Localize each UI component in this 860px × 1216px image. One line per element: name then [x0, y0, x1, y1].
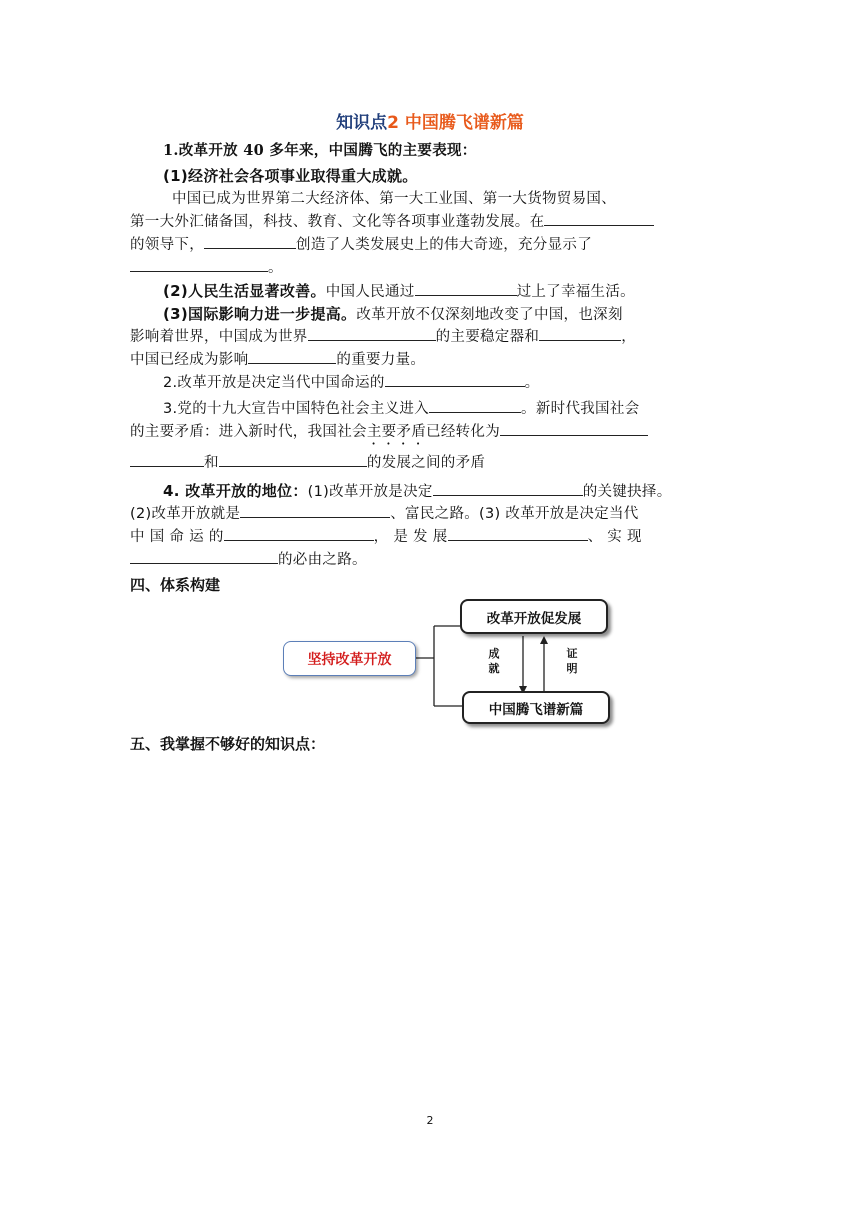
- s4-line1: 4. 改革开放的地位：(1)改革开放是决定 的关键抉择。: [163, 482, 672, 500]
- s4-line4: 的必由之路。: [130, 549, 367, 571]
- section5-heading: 五、我掌握不够好的知识点：: [130, 735, 326, 753]
- s1-p1-line2: 第一大外汇储备国，科技、教育、文化等各项事业蓬勃发展。在: [130, 211, 654, 233]
- s1-p1-bold: (1)经济社会各项事业取得重大成就。: [163, 167, 418, 185]
- s1-p3: (3)国际影响力进一步提高。改革开放不仅深刻地改变了中国，也深刻: [163, 305, 623, 323]
- s4-line3: 中 国 命 运 的 ， 是 发 展 、 实 现: [130, 526, 642, 548]
- section4-heading: 四、体系构建: [130, 576, 221, 594]
- s1-p3-line3: 中国已经成为影响 的重要力量。: [130, 349, 425, 371]
- s2: 2.改革开放是决定当代中国命运的 。: [163, 372, 539, 394]
- s3-line2: 的主要矛盾：进入新时代，我国社会主要矛盾已经转化为: [130, 421, 648, 448]
- s1-p1-line1: 中国已成为世界第二大经济体、第一大工业国、第一大货物贸易国、: [172, 191, 616, 207]
- page-number: 2: [426, 1114, 434, 1127]
- s1-p1-line4: 。: [130, 257, 283, 279]
- diagram-up-label: 证明: [566, 647, 578, 675]
- s4-line2: (2)改革开放就是 、富民之路。(3) 改革开放是决定当代: [130, 503, 639, 525]
- diagram-left-box: 坚持改革开放: [283, 641, 416, 676]
- diagram-bottom-box: 中国腾飞谱新篇: [462, 691, 610, 724]
- s1-heading: 1.改革开放 40 多年来，中国腾飞的主要表现：: [163, 142, 477, 159]
- page-title: 知识点2 中国腾飞谱新篇: [336, 113, 524, 133]
- s1-p2: (2)人民生活显著改善。中国人民通过 过上了幸福生活。: [163, 282, 635, 300]
- diagram-down-label: 成就: [488, 647, 500, 675]
- s1-p1-line3: 的领导下， 创造了人类发展史上的伟大奇迹，充分显示了: [130, 234, 592, 256]
- s3-line1: 3.党的十九大宣告中国特色社会主义进入 。新时代我国社会: [163, 398, 639, 420]
- s1-p3-line2: 影响着世界，中国成为世界 的主要稳定器和 ，: [130, 326, 636, 348]
- diagram-top-box: 改革开放促发展: [460, 599, 608, 634]
- s3-line3: 和 的发展之间的矛盾: [130, 452, 485, 474]
